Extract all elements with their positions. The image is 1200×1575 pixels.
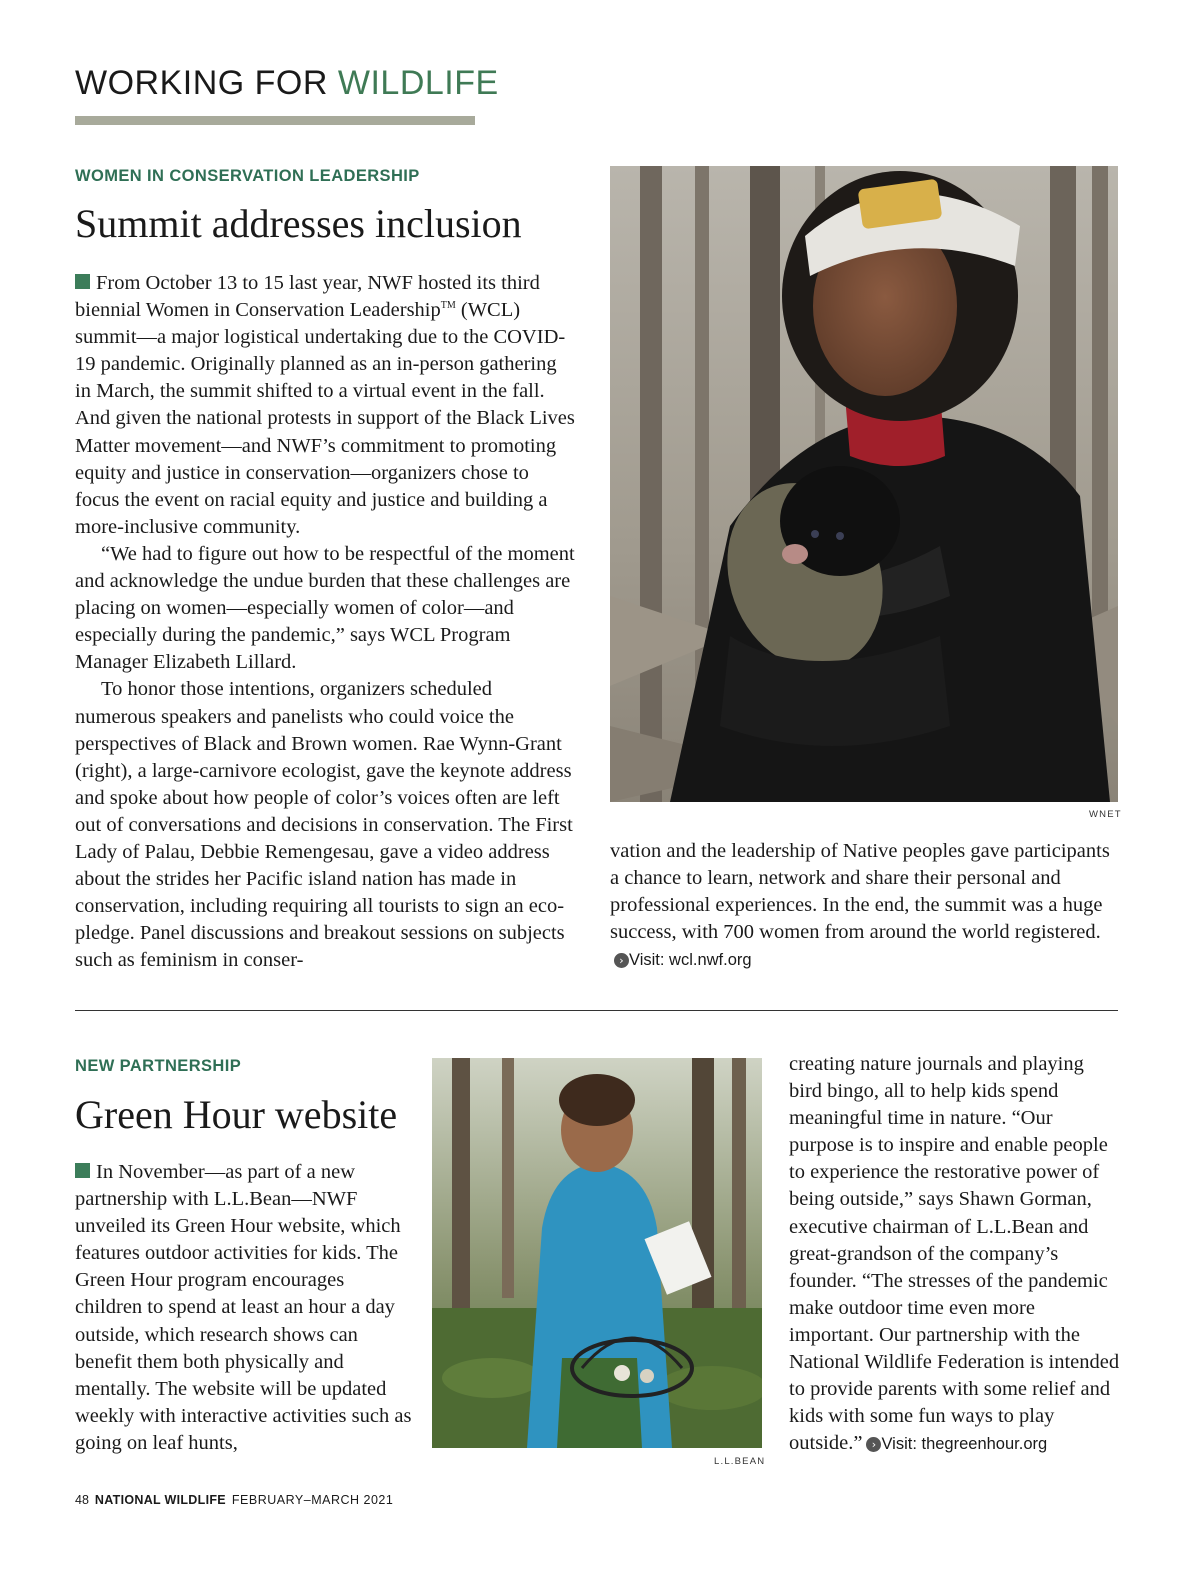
arrow-right-icon: ›: [866, 1437, 881, 1452]
page-number: 48: [75, 1493, 89, 1507]
square-bullet-icon: [75, 1163, 90, 1178]
article1-paragraph-1: From October 13 to 15 last year, NWF hosted its third biennial Women in Conservation Leadership™ (WCL) summit—a major logistical undertaking due to the COVID-19 pandemic. Originally planned as an in-person gathering in March, the summit shifted to a virtual event in the fall. And given the national protests in support of the Black Lives Matter movement—and NWF’s commitment to promoting equity and justice in conservation—organizers chose to focus the event on racial equity and justice and building a more-inclusive community.: [75, 272, 575, 538]
article1-paragraph-3: To honor those intentions, organizers scheduled numerous speakers and panelists who could voice the perspectives of Black and Brown women. Rae Wynn-Grant (right), a large-carnivore ecologist, gave the keynote address and spoke about how people of color’s voices often are left out of conversations and decisions in conservation. The First Lady of Palau, Debbie Remengesau, gave a video address about the strides her Pacific island nation has made in conservation, including requiring all tourists to sign an eco-pledge. Panel discussions and breakout sessions on subjects such as feminism in conser-: [75, 678, 573, 972]
article1-continuation: [610, 838, 1118, 974]
article1-paragraph-3-cont: vation and the leadership of Native peoples gave participants a chance to learn, network and share their personal and professional experiences. In the end, the summit was a huge success, with 700 women from around the world registered.: [610, 840, 1110, 944]
section-header: [75, 66, 499, 100]
article2-continuation: [789, 1051, 1121, 1458]
article1-body: [75, 270, 575, 974]
article2-headline: Green Hour website: [75, 1092, 398, 1137]
square-bullet-icon: [75, 274, 90, 289]
article1-paragraph-2: “We had to figure out how to be respectful of the moment and acknowledge the undue burden that these challenges are placing on women—especially women of color—and especially during the pandemic,” says WCL Program Manager Elizabeth Lillard.: [75, 542, 575, 674]
header-rule: [75, 116, 475, 125]
article2-paragraph-1-cont: creating nature journals and playing bird bingo, all to help kids spend meaningful time in nature. “Our purpose is to inspire and enable people to experience the restorative power of being outside,” says Shawn Gorman, executive chairman of L.L.Bean and great-grandson of the company’s founder. “The stresses of the pandemic make outdoor time even more important. Our partnership with the National Wildlife Federation is intended to provide parents with some relief and kids with some fun ways to play outside.”: [789, 1053, 1120, 1455]
article2-visit-link[interactable]: Visit: thegreenhour.org: [881, 1435, 1048, 1454]
trademark-symbol: TM: [440, 300, 456, 312]
article-divider: [75, 1010, 1118, 1011]
article1-visit-link[interactable]: Visit: wcl.nwf.org: [629, 951, 752, 970]
section-header-part1: WORKING FOR: [75, 64, 338, 102]
article2-paragraph-1: In November—as part of a new partnership with L.L.Bean—NWF unveiled its Green Hour website, which features outdoor activities for kids. The Green Hour program encourages children to spend at least an hour a day outside, which research shows can benefit them both physically and mentally. The website will be updated weekly with interactive activities such as going on leaf hunts,: [75, 1161, 412, 1454]
section-header-part2: WILDLIFE: [337, 64, 499, 102]
article2-body: [75, 1159, 415, 1457]
photo-woman-holding-bear-cub: [610, 166, 1118, 802]
article1-photo-credit: WNET: [1089, 809, 1122, 820]
photo-child-with-basket: [432, 1058, 762, 1448]
article2-kicker: NEW PARTNERSHIP: [75, 1057, 242, 1075]
page-folio: [75, 1493, 393, 1507]
arrow-right-icon: ›: [614, 953, 629, 968]
article1-kicker: WOMEN IN CONSERVATION LEADERSHIP: [75, 167, 420, 185]
issue-date: FEBRUARY–MARCH 2021: [231, 1493, 394, 1507]
publication-name: NATIONAL WILDLIFE: [94, 1493, 226, 1507]
article2-photo-credit: L.L.BEAN: [714, 1456, 766, 1467]
article1-headline: Summit addresses inclusion: [75, 201, 522, 246]
